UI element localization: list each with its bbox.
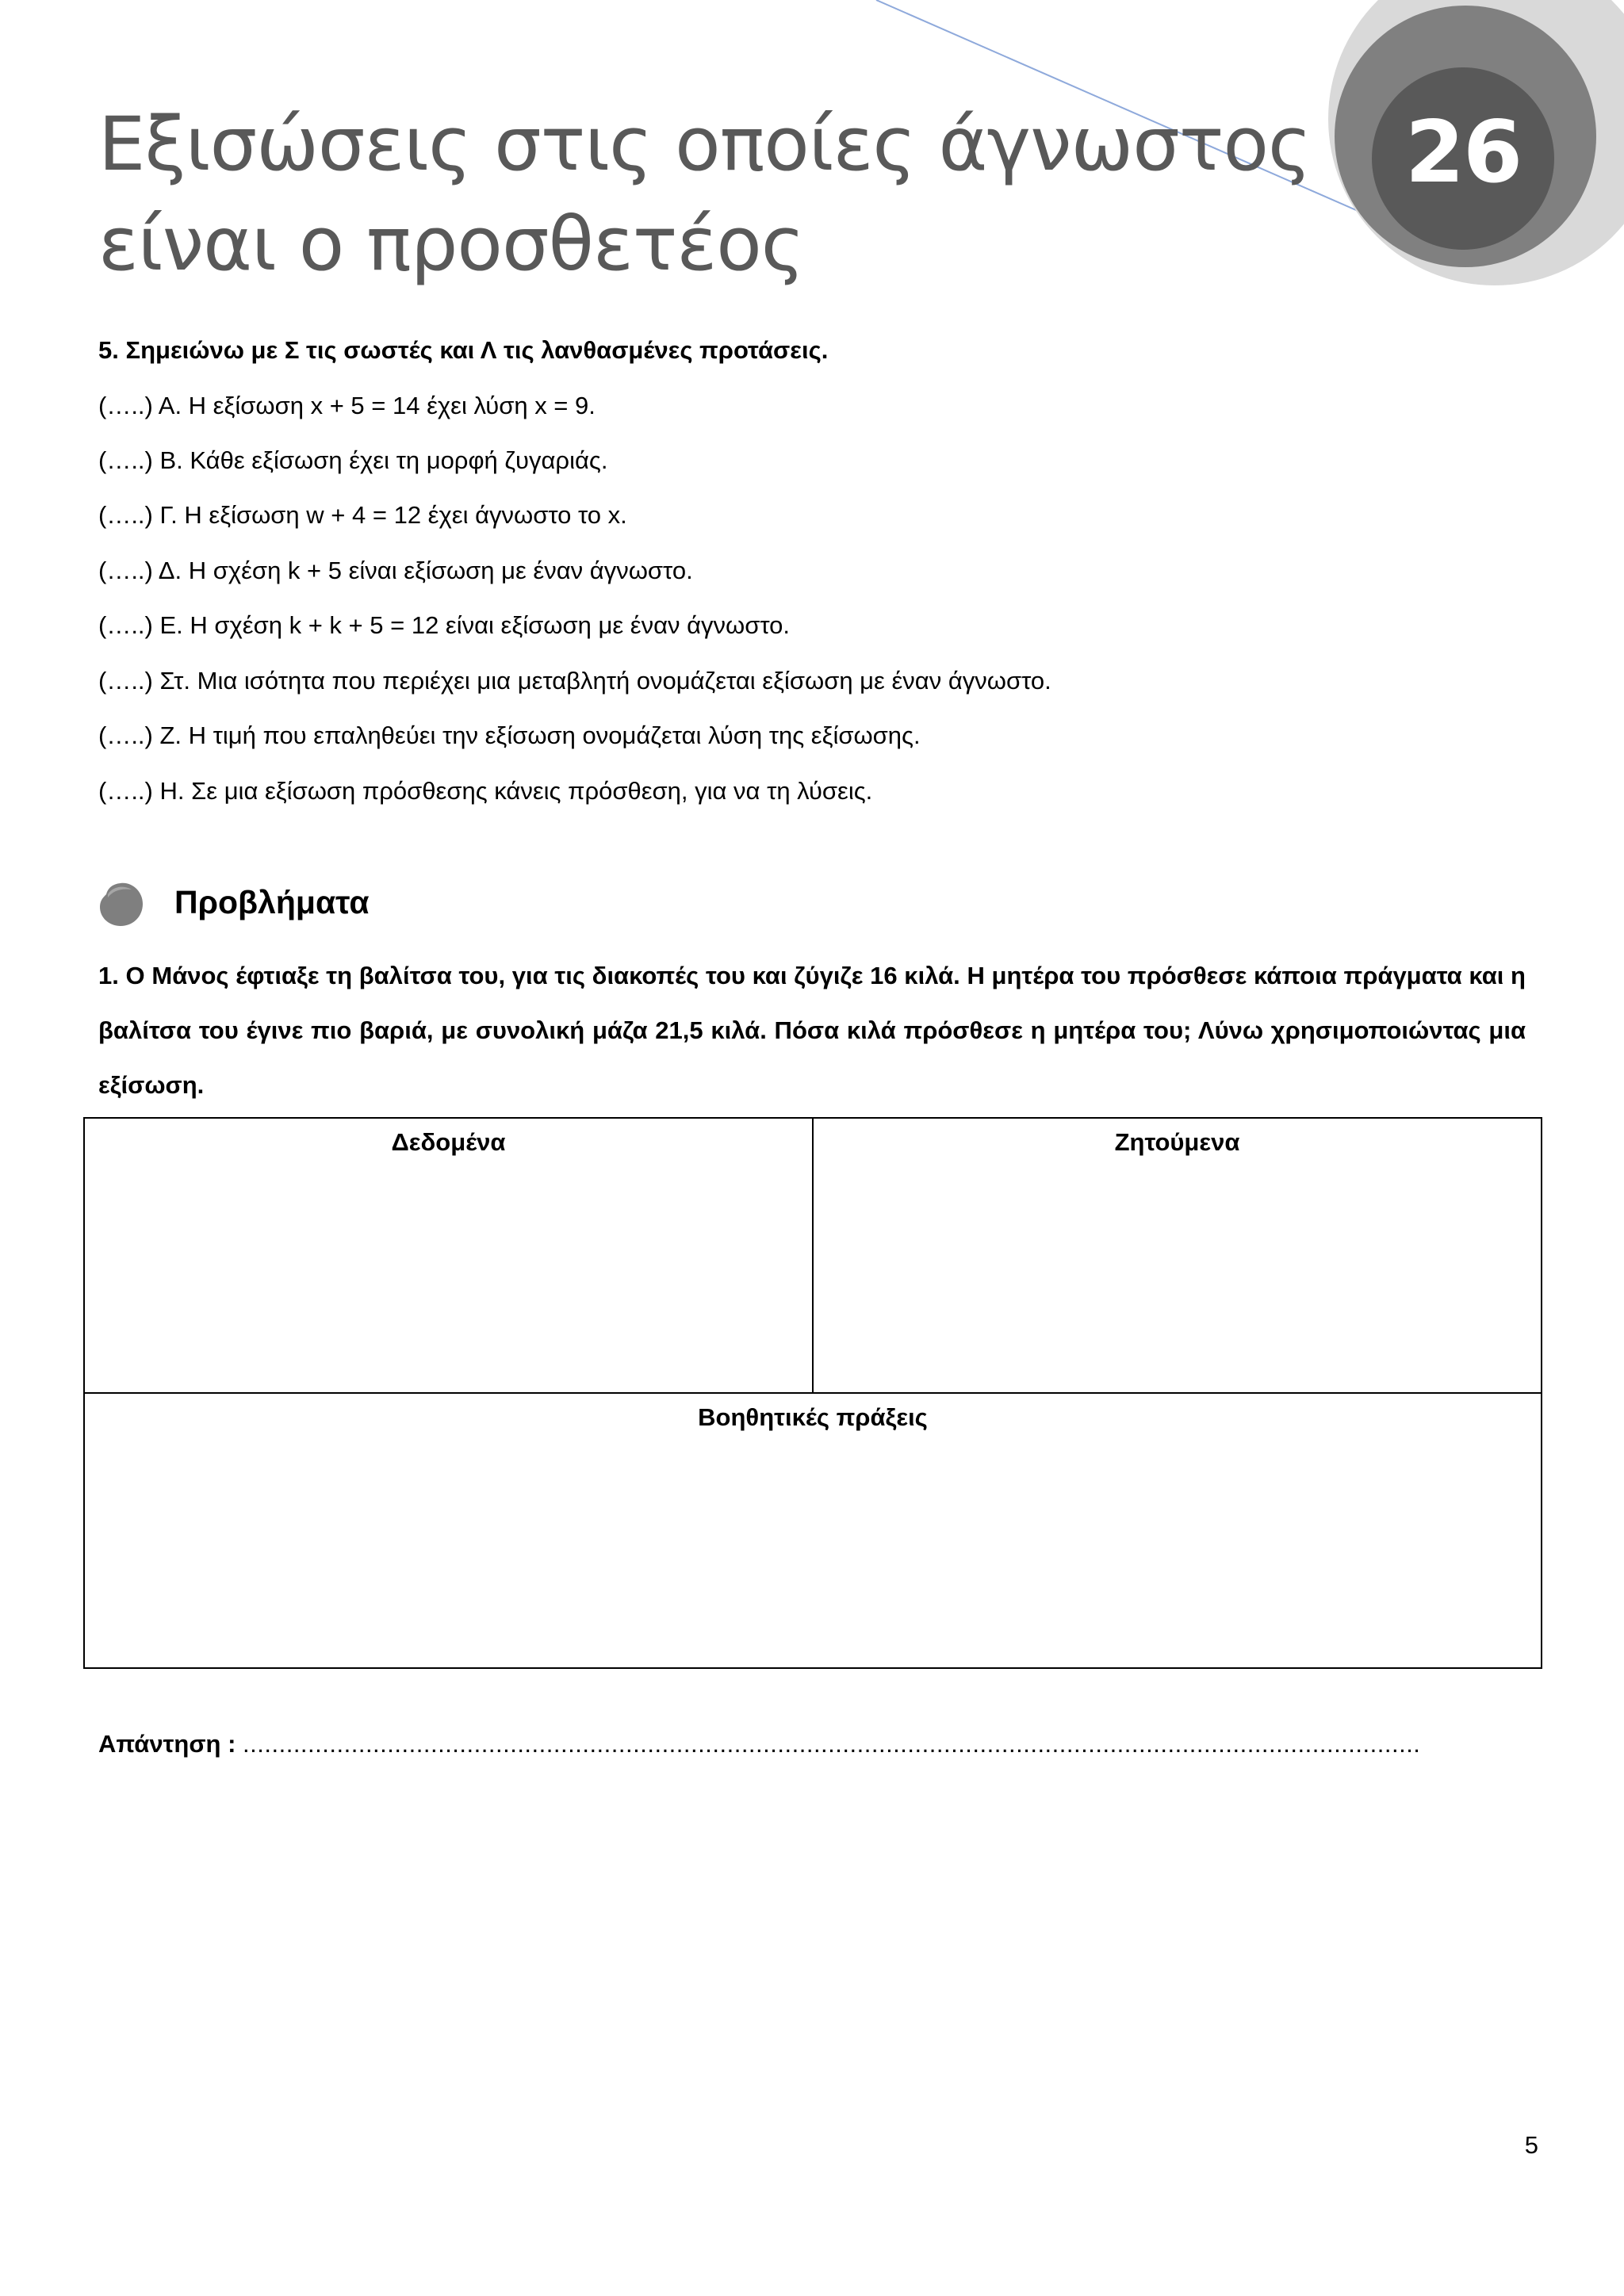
chapter-number: 26 <box>1404 103 1522 202</box>
problem-1-text: 1. Ο Μάνος έφτιαξε τη βαλίτσα του, για τις διακοπές του και ζύγιζε 16 κιλά. Η μητέρα του πρόσθεσε κάποια πράγματα και η βαλίτσα του έγινε πιο βαριά, με συνολική μάζα 21,5 κιλά. Πόσα κιλά πρόσθεσε η μητέρα του; Λύνω χρησιμοποιώντας μια εξίσωση. <box>98 962 1526 1099</box>
blob-icon <box>97 880 146 929</box>
statement-a: (…..) Α. Η εξίσωση x + 5 = 14 έχει λύση x = 9. <box>98 392 596 419</box>
answer-line[interactable] <box>98 1730 1526 1758</box>
work-table <box>83 1117 1542 1669</box>
statement-z: (…..) Ζ. Η τιμή που επαληθεύει την εξίσωση ονομάζεται λύση της εξίσωσης. <box>98 721 921 749</box>
exercise-heading: 5. Σημειώνω με Σ τις σωστές και Λ τις λανθασμένες προτάσεις. <box>98 336 829 364</box>
title-line-2: είναι ο προσθετέος <box>98 201 804 288</box>
given-header: Δεδομένα <box>391 1128 506 1156</box>
statement-e: (…..) Ε. Η σχέση k + k + 5 = 12 είναι εξίσωση με έναν άγνωστο. <box>98 611 791 639</box>
statement-c: (…..) Γ. Η εξίσωση w + 4 = 12 έχει άγνωστο το x. <box>98 501 627 529</box>
page-number: 5 <box>1524 2131 1538 2159</box>
operations-cell[interactable] <box>85 1394 1541 1667</box>
wanted-header: Ζητούμενα <box>1114 1128 1240 1156</box>
answer-blank: ................................................................................................................................................................... <box>243 1730 1421 1758</box>
statement-b: (…..) Β. Κάθε εξίσωση έχει τη μορφή ζυγαριάς. <box>98 446 608 474</box>
answer-label: Απάντηση : <box>98 1730 236 1758</box>
title-line-1: Εξισώσεις στις οποίες άγνωστος <box>98 101 1312 188</box>
wanted-cell[interactable] <box>814 1119 1541 1394</box>
statement-h: (…..) Η. Σε μια εξίσωση πρόσθεσης κάνεις πρόσθεση, για να τη λύσεις. <box>98 777 873 805</box>
given-cell[interactable] <box>85 1119 814 1394</box>
page-title <box>98 95 1335 295</box>
operations-header: Βοηθητικές πράξεις <box>698 1403 928 1431</box>
statement-st: (…..) Στ. Μια ισότητα που περιέχει μια μεταβλητή ονομάζεται εξίσωση με έναν άγνωστο. <box>98 667 1051 695</box>
statement-d: (…..) Δ. Η σχέση k + 5 είναι εξίσωση με έναν άγνωστο. <box>98 557 693 584</box>
section-title-problems: Προβλήματα <box>174 884 370 920</box>
